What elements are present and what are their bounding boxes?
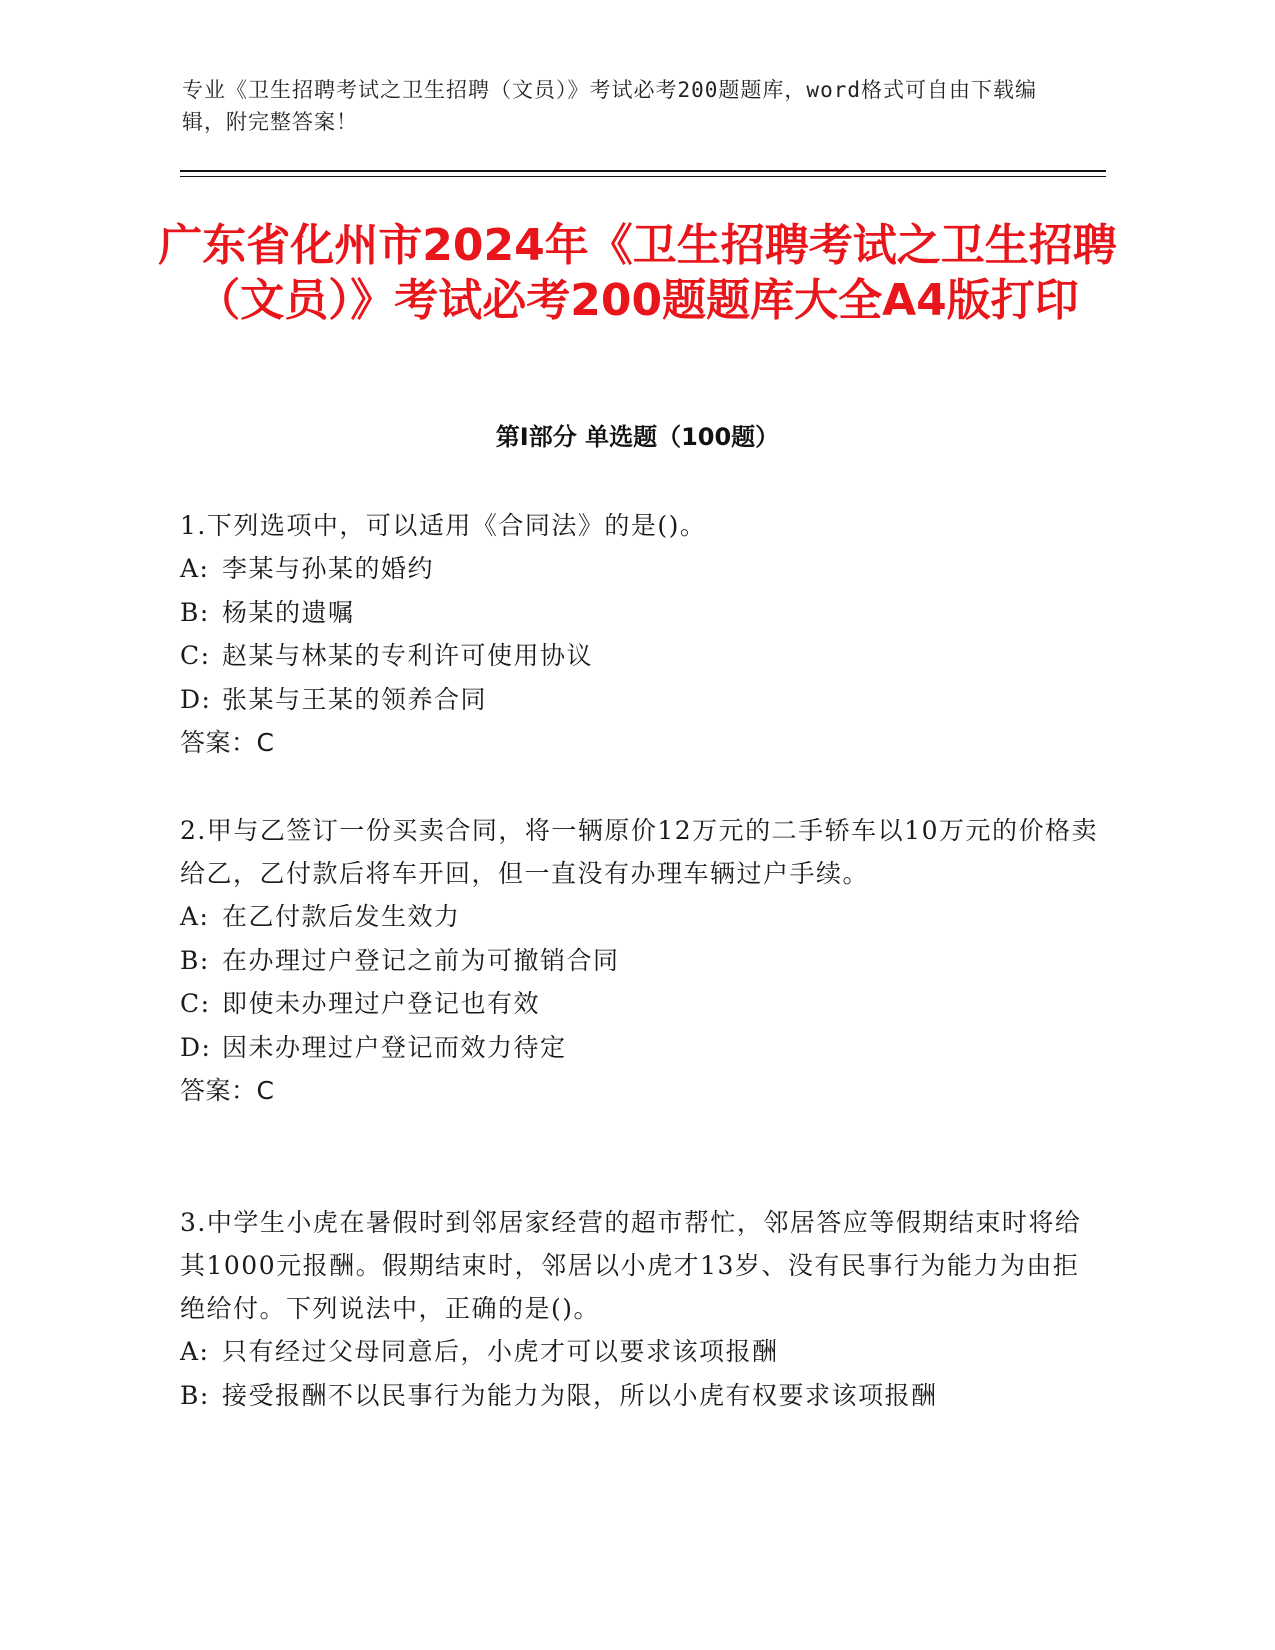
option-b (180, 939, 1100, 983)
option-d (180, 1026, 1100, 1070)
option-letter: C: (180, 989, 211, 1018)
option-letter: C: (180, 641, 211, 670)
question-3 (180, 1201, 1100, 1417)
option-letter: B: (180, 945, 210, 975)
option-text: 赵某与林某的专利许可使用协议 (222, 641, 594, 670)
option-letter: A: (180, 554, 210, 583)
option-a (180, 547, 1100, 591)
option-text: 张某与王某的领养合同 (222, 684, 488, 714)
option-text: 因未办理过户登记而效力待定 (222, 1032, 567, 1062)
option-text: 即使未办理过户登记也有效 (222, 989, 541, 1018)
option-text: 只有经过父母同意后，小虎才可以要求该项报酬 (222, 1337, 779, 1366)
question-stem: 2.甲与乙签订一份买卖合同，将一辆原价12万元的二手轿车以10万元的价格卖给乙，乙付款后将车开回，但一直没有办理车辆过户手续。 (180, 816, 1098, 888)
option-letter: D: (180, 1032, 212, 1062)
header-note: 专业《卫生招聘考试之卫生招聘（文员）》考试必考200题题库，word格式可自由下载编辑，附完整答案！ (182, 78, 1037, 134)
option-a (180, 1330, 1100, 1374)
question-1 (180, 504, 1100, 765)
option-a (180, 895, 1100, 939)
option-letter: B: (180, 1380, 210, 1410)
option-text: 接受报酬不以民事行为能力为限，所以小虎有权要求该项报酬 (222, 1380, 938, 1410)
header-rule-thick (180, 170, 1106, 172)
question-stem: 1.下列选项中，可以适用《合同法》的是()。 (180, 511, 707, 540)
document-title: 广东省化州市2024年《卫生招聘考试之卫生招聘（文员）》考试必考200题题库大全A4版打印 (158, 220, 1117, 326)
option-letter: B: (180, 597, 210, 627)
question-stem: 3.中学生小虎在暑假时到邻居家经营的超市帮忙，邻居答应等假期结束时将给其1000元报酬。假期结束时，邻居以小虎才13岁、没有民事行为能力为由拒绝给付。下列说法中，正确的是()。 (180, 1208, 1082, 1323)
answer: 答案：C (180, 1076, 275, 1105)
option-b (180, 1374, 1100, 1418)
option-letter: D: (180, 684, 212, 714)
option-text: 在乙付款后发生效力 (222, 902, 461, 931)
option-text: 在办理过户登记之前为可撤销合同 (222, 945, 620, 975)
option-b (180, 591, 1100, 635)
option-text: 李某与孙某的婚约 (222, 554, 435, 583)
section-heading: 第I部分 单选题（100题） (495, 423, 780, 451)
option-c (180, 634, 1100, 678)
option-letter: A: (180, 902, 210, 931)
option-letter: A: (180, 1337, 210, 1366)
answer: 答案：C (180, 728, 275, 757)
option-c (180, 982, 1100, 1026)
question-2 (180, 809, 1100, 1113)
header-rule-thin (180, 176, 1106, 177)
option-text: 杨某的遗嘱 (222, 597, 355, 627)
option-d (180, 678, 1100, 722)
